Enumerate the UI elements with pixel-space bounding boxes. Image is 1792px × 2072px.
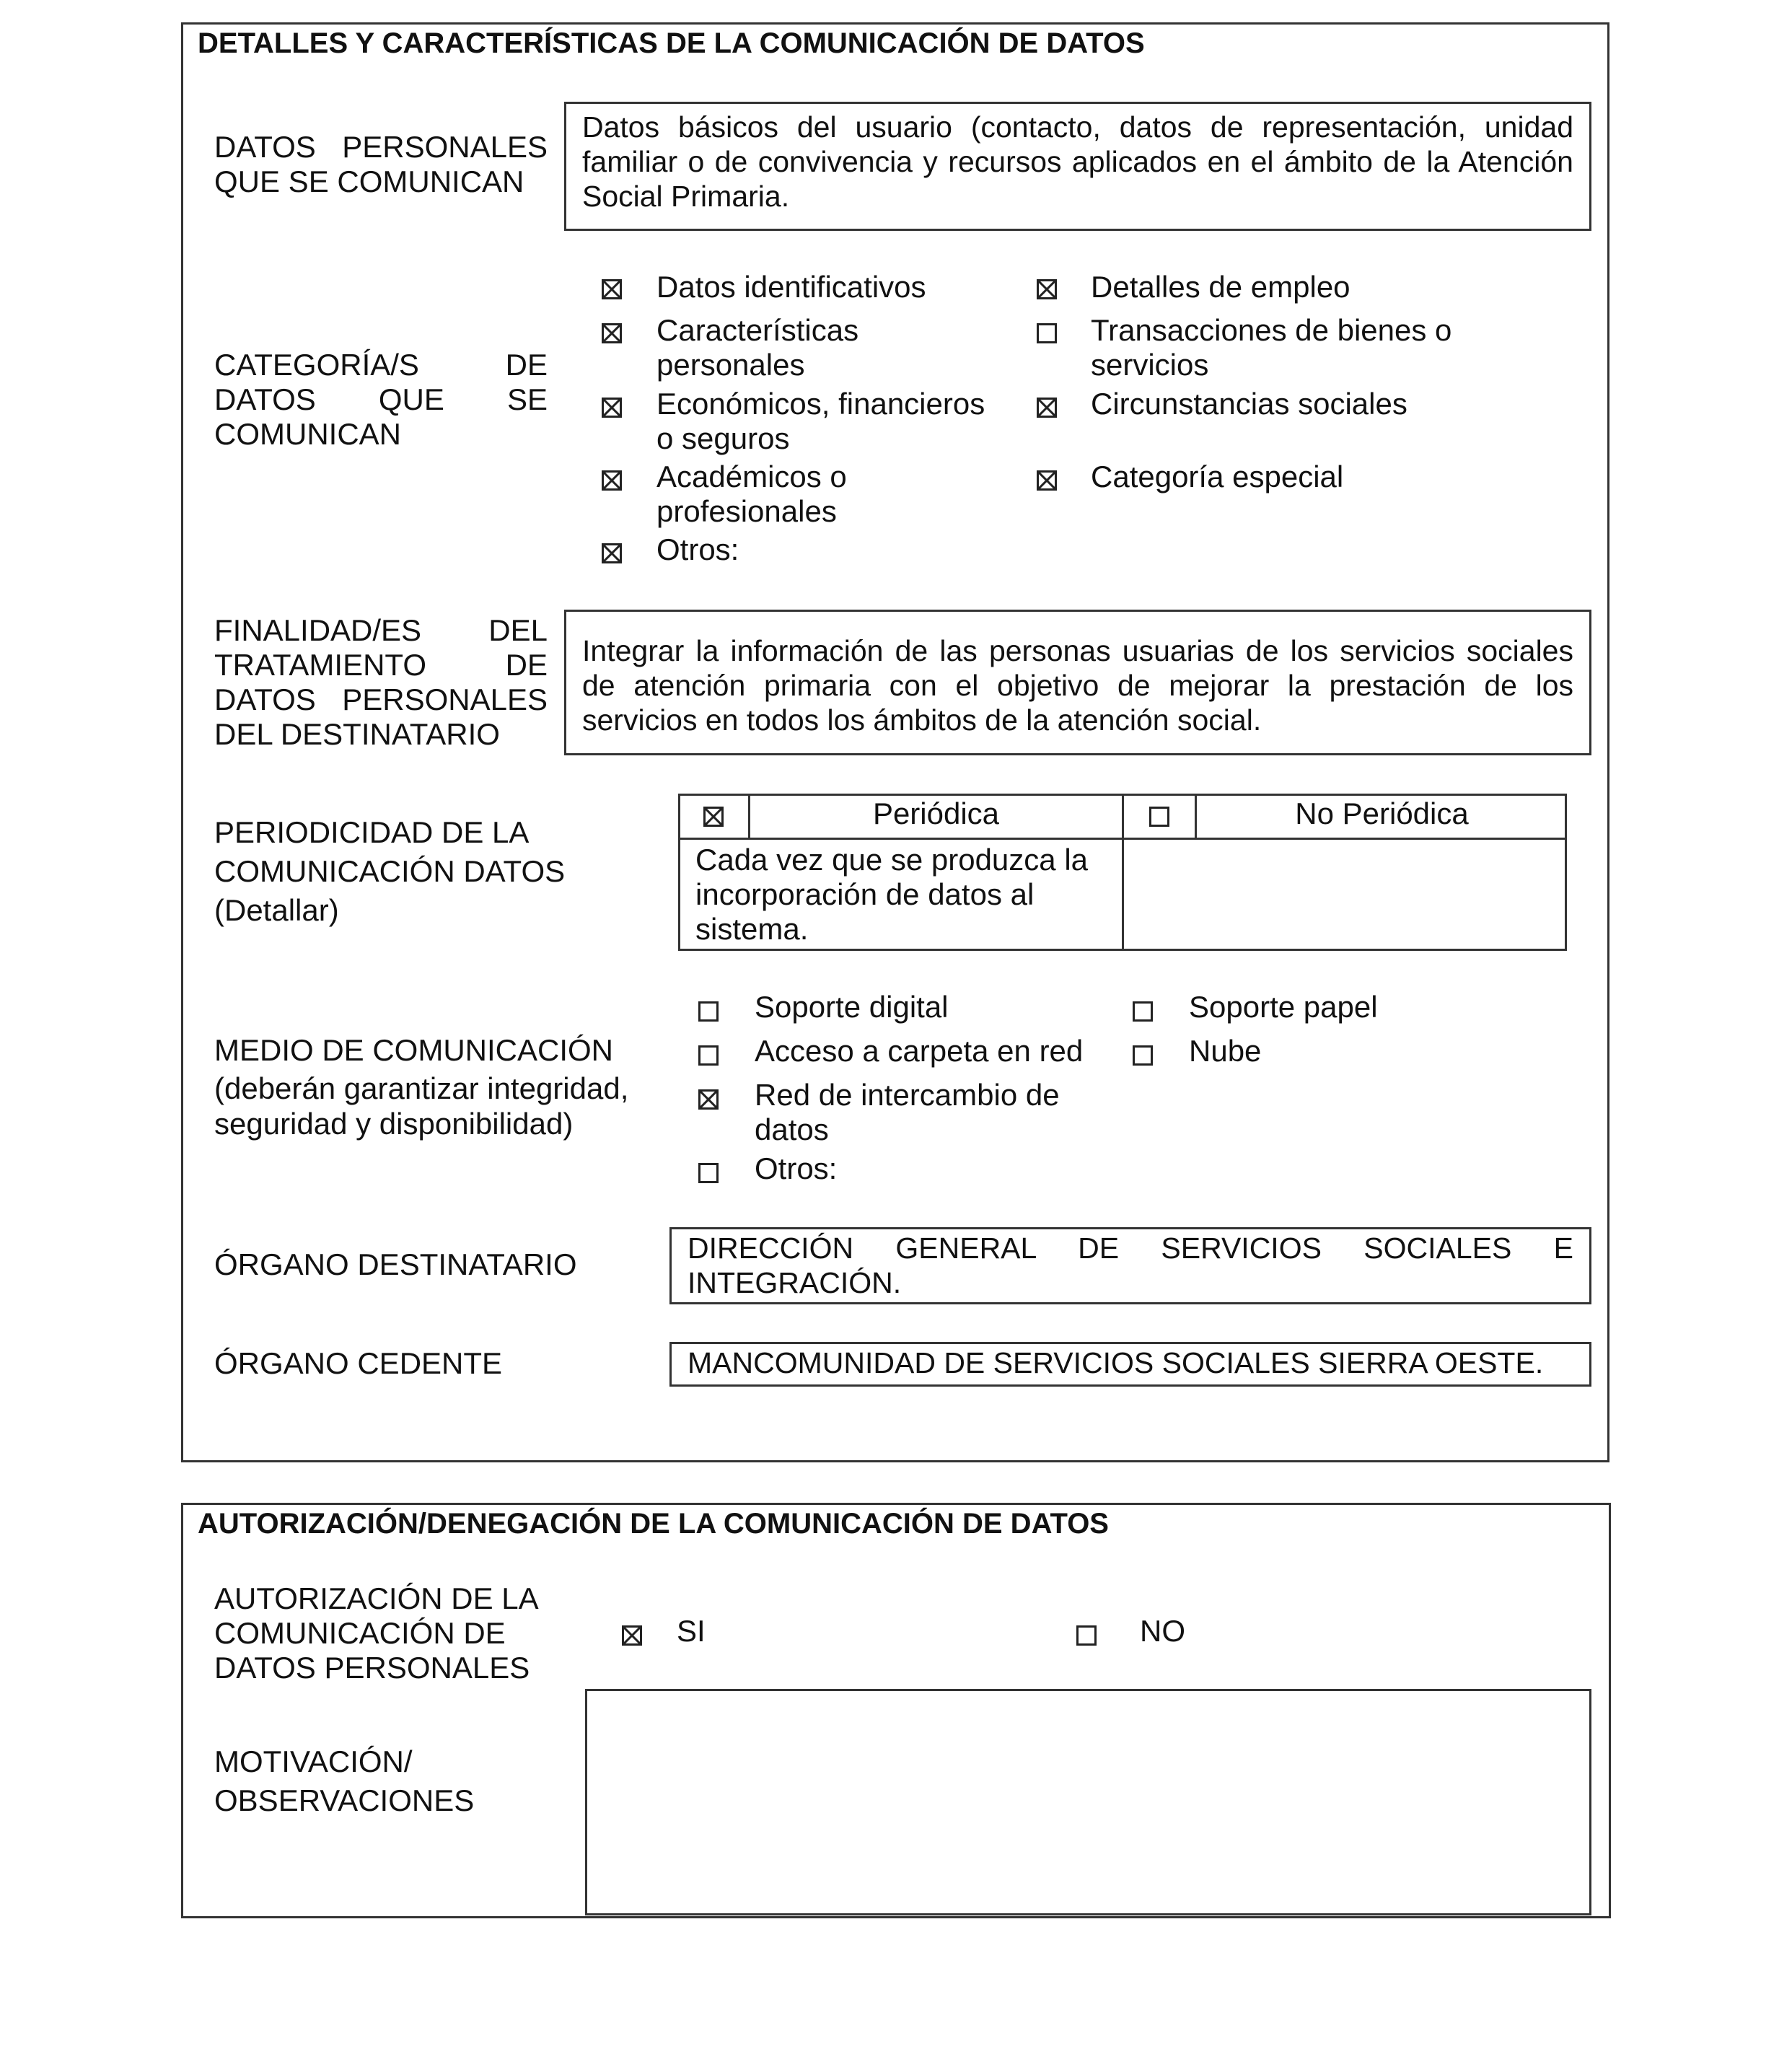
cat-otros-checkbox[interactable] [602,543,622,563]
cat-otros-label: Otros: [656,532,739,566]
medio-label-3: seguridad y disponibilidad) [214,1107,574,1141]
finalidad-label-2: TRATAMIENTO DE [214,648,548,682]
periodicidad-label-1: PERIODICIDAD DE LA [214,815,530,849]
autorizacion-si-label: SI [677,1614,706,1648]
cat-caracteristicas-personales-label: Características personales [656,313,859,382]
autorizacion-label-1: AUTORIZACIÓN DE LA [214,1581,539,1615]
no-periodica-checkbox[interactable] [1149,807,1169,827]
medio-label-1: MEDIO DE COMUNICACIÓN [214,1033,614,1067]
datos-personales-field[interactable]: Datos básicos del usuario (contacto, datos de representación, unidad familiar o de convivencia y recursos aplicados en el ámbito de la Atención Social Primaria. [564,102,1591,231]
autorizacion-no-checkbox[interactable] [1076,1625,1097,1646]
cat-datos-identificativos-checkbox[interactable] [602,279,622,299]
motivacion-label-2: OBSERVACIONES [214,1783,475,1817]
organo-cedente-label: ÓRGANO CEDENTE [214,1346,503,1380]
cat-circunstancias-sociales-label: Circunstancias sociales [1091,387,1407,421]
medio-soporte-papel-label: Soporte papel [1189,990,1378,1024]
cat-economicos-checkbox[interactable] [602,398,622,418]
cat-transacciones-checkbox[interactable] [1037,323,1057,343]
finalidad-label-1: FINALIDAD/ES DEL [214,613,548,647]
periodica-label: Periódica [872,796,1000,830]
medio-soporte-papel-checkbox[interactable] [1133,1001,1153,1022]
periodica-checkbox[interactable] [703,807,724,827]
cat-categoria-especial-checkbox[interactable] [1037,470,1057,491]
medio-red-intercambio-checkbox[interactable] [698,1089,719,1110]
motivacion-field[interactable] [585,1689,1591,1915]
cat-categoria-especial-label: Categoría especial [1091,460,1344,493]
datos-personales-label-2: QUE SE COMUNICAN [214,164,524,198]
autorizacion-label-3: DATOS PERSONALES [214,1651,530,1685]
datos-personales-label-1: DATOS PERSONALES [214,130,548,164]
medio-nube-label: Nube [1189,1034,1262,1068]
periodica-detail: Cada vez que se produzca la incorporación de datos al sistema. [695,843,1089,946]
medio-red-intercambio-label: Red de intercambio de datos [755,1078,1060,1146]
autorizacion-si-checkbox[interactable] [622,1625,642,1646]
cat-economicos-label: Económicos, financieros o seguros [656,387,985,455]
cat-detalles-empleo-checkbox[interactable] [1037,279,1057,299]
categorias-label-1: CATEGORÍA/S DE [214,348,548,382]
finalidad-label-4: DEL DESTINATARIO [214,717,500,751]
medio-label-2: (deberán garantizar integridad, [214,1071,629,1105]
autorizacion-no-label: NO [1140,1614,1185,1648]
cat-transacciones-label: Transacciones de bienes o servicios [1091,313,1452,382]
medio-carpeta-red-checkbox[interactable] [698,1045,719,1066]
periodicidad-label-2: COMUNICACIÓN DATOS [214,854,566,888]
periodicidad-table-vline-mid [1122,794,1124,951]
cat-detalles-empleo-label: Detalles de empleo [1091,270,1350,304]
cat-circunstancias-sociales-checkbox[interactable] [1037,398,1057,418]
section-details-title: DETALLES Y CARACTERÍSTICAS DE LA COMUNICACIÓN DE DATOS [198,27,1145,59]
cat-caracteristicas-personales-checkbox[interactable] [602,323,622,343]
section-authorization-title: AUTORIZACIÓN/DENEGACIÓN DE LA COMUNICACIÓN DE DATOS [198,1508,1109,1540]
motivacion-label-1: MOTIVACIÓN/ [214,1744,413,1778]
no-periodica-label: No Periódica [1295,796,1469,830]
finalidad-field[interactable]: Integrar la información de las personas usuarias de los servicios sociales de atención primaria con el objetivo de mejorar la prestación de los servicios en todos los ámbitos de la atención social. [564,610,1591,755]
organo-destinatario-label: ÓRGANO DESTINATARIO [214,1247,577,1281]
organo-destinatario-field[interactable]: DIRECCIÓN GENERAL DE SERVICIOS SOCIALES E INTEGRACIÓN. [669,1227,1591,1304]
medio-carpeta-red-label: Acceso a carpeta en red [755,1034,1084,1068]
periodicidad-label-3: (Detallar) [214,893,339,927]
cat-academicos-label: Académicos o profesionales [656,460,847,528]
medio-soporte-digital-label: Soporte digital [755,990,949,1024]
medio-soporte-digital-checkbox[interactable] [698,1001,719,1022]
finalidad-label-3: DATOS PERSONALES [214,682,548,716]
medio-otros-checkbox[interactable] [698,1163,719,1183]
medio-otros-label: Otros: [755,1151,838,1185]
categorias-label-3: COMUNICAN [214,417,401,451]
cat-academicos-checkbox[interactable] [602,470,622,491]
medio-nube-checkbox[interactable] [1133,1045,1153,1066]
categorias-label-2: DATOS QUE SE [214,382,548,416]
cat-datos-identificativos-label: Datos identificativos [656,270,926,304]
autorizacion-label-2: COMUNICACIÓN DE [214,1616,506,1650]
organo-cedente-field[interactable]: MANCOMUNIDAD DE SERVICIOS SOCIALES SIERRA OESTE. [669,1342,1591,1387]
